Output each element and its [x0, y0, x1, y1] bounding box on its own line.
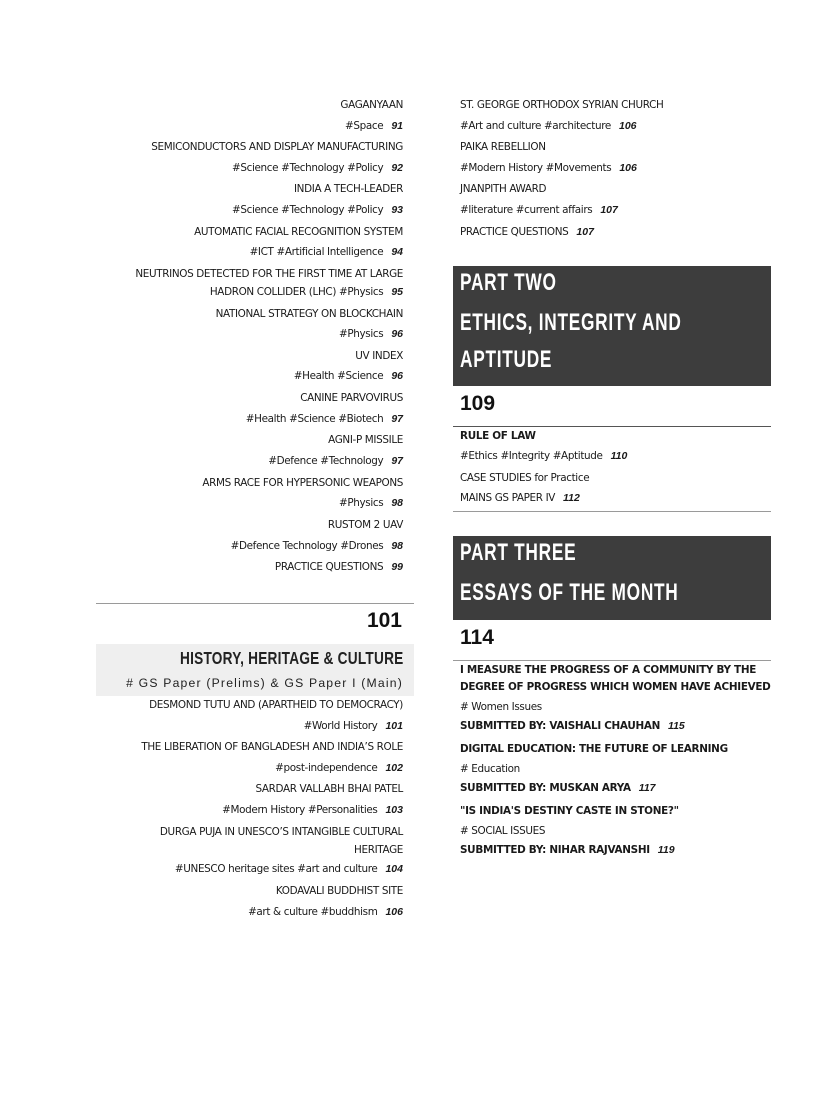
page-number[interactable]: 94 [391, 246, 403, 258]
section-title: HISTORY, HERITAGE & CULTURE [179, 648, 403, 668]
essay-author: SUBMITTED BY: MUSKAN ARYA 117 [460, 782, 656, 794]
toc-entry-title[interactable]: PRACTICE QUESTIONS 107 [460, 226, 594, 238]
essay-author: SUBMITTED BY: NIHAR RAJVANSHI 119 [460, 844, 675, 856]
page-number[interactable]: 103 [385, 804, 403, 816]
toc-entry-tags: #Modern History #Movements 106 [460, 162, 637, 174]
toc-entry-tags: #literature #current affairs 107 [460, 204, 618, 216]
toc-entry-title-cont[interactable]: HERITAGE [354, 844, 403, 856]
essay-title-cont[interactable]: DEGREE OF PROGRESS WHICH WOMEN HAVE ACHIEVED [460, 681, 771, 693]
toc-entry-tags: #Health #Science #Biotech 97 [245, 413, 403, 425]
page-number[interactable]: 92 [391, 162, 403, 174]
page-number[interactable]: 117 [638, 782, 656, 794]
essay-title[interactable]: I MEASURE THE PROGRESS OF A COMMUNITY BY THE [460, 664, 757, 676]
toc-entry-tags: MAINS GS PAPER IV 112 [460, 492, 580, 504]
page-number[interactable]: 115 [668, 720, 685, 732]
toc-entry-title[interactable]: GAGANYAAN [340, 99, 403, 111]
toc-entry-title[interactable]: THE LIBERATION OF BANGLADESH AND INDIA’S ROLE [141, 741, 403, 753]
toc-entry-title[interactable]: RUSTOM 2 UAV [327, 519, 403, 531]
page-number[interactable]: 104 [385, 863, 403, 875]
essay-tag: # Education [460, 763, 520, 775]
part-label: PART TWO [460, 269, 557, 296]
essay-author: SUBMITTED BY: VAISHALI CHAUHAN 115 [460, 720, 685, 732]
page-number[interactable]: 106 [618, 120, 637, 132]
page-number[interactable]: 93 [391, 204, 403, 216]
page-number[interactable]: 96 [391, 328, 403, 340]
part-title: ETHICS, INTEGRITY AND [460, 309, 682, 336]
essay-title[interactable]: DIGITAL EDUCATION: THE FUTURE OF LEARNING [460, 743, 728, 755]
toc-entry-title[interactable]: PRACTICE QUESTIONS 99 [274, 561, 403, 573]
toc-entry-tags: HADRON COLLIDER (LHC) #Physics 95 [209, 286, 403, 298]
toc-entry-title[interactable]: SEMICONDUCTORS AND DISPLAY MANUFACTURING [151, 141, 403, 153]
toc-entry-tags: #Science #Technology #Policy 93 [232, 204, 403, 216]
section-divider [96, 603, 414, 604]
toc-entry-tags: #Art and culture #architecture 106 [460, 120, 637, 132]
page-number[interactable]: 106 [385, 906, 403, 918]
page-number[interactable]: 106 [619, 162, 637, 174]
page-number[interactable]: 98 [391, 497, 403, 509]
part-title-cont: APTITUDE [460, 346, 553, 373]
toc-entry-title[interactable]: INDIA A TECH-LEADER [293, 183, 403, 195]
page-number[interactable]: 97 [391, 455, 403, 467]
page-number[interactable]: 107 [576, 226, 594, 238]
part-page-number: 109 [460, 392, 496, 415]
toc-entry-tags: #Defence Technology #Drones 98 [230, 540, 403, 552]
section-divider [453, 426, 771, 427]
toc-entry-title[interactable]: NEUTRINOS DETECTED FOR THE FIRST TIME AT LARGE [135, 268, 403, 280]
essay-tag: # SOCIAL ISSUES [460, 825, 546, 837]
toc-entry-tags: #Ethics #Integrity #Aptitude 110 [460, 450, 628, 462]
toc-entry-title[interactable]: CANINE PARVOVIRUS [300, 392, 403, 404]
toc-entry-tags: #Physics 98 [338, 497, 403, 509]
toc-entry-title[interactable]: RULE OF LAW [460, 430, 536, 442]
toc-entry-tags: #Space 91 [345, 120, 403, 132]
part-page-number: 114 [460, 626, 494, 649]
essay-tag: # Women Issues [460, 701, 542, 713]
essay-title[interactable]: "IS INDIA'S DESTINY CASTE IN STONE?" [460, 805, 679, 817]
toc-entry-title[interactable]: SARDAR VALLABH BHAI PATEL [255, 783, 403, 795]
page-number[interactable]: 95 [391, 286, 403, 298]
page-number[interactable]: 112 [563, 492, 580, 504]
section-header-band [96, 644, 414, 696]
page-number[interactable]: 102 [385, 762, 403, 774]
toc-entry-tags: #Science #Technology #Policy 92 [232, 162, 403, 174]
part-two-header [453, 266, 771, 386]
page-number[interactable]: 107 [600, 204, 618, 216]
toc-entry-tags: #Defence #Technology 97 [268, 455, 403, 467]
part-three-header [453, 536, 771, 620]
page-number[interactable]: 91 [391, 120, 403, 132]
page-number[interactable]: 97 [391, 413, 403, 425]
toc-entry-title[interactable]: DURGA PUJA IN UNESCO’S INTANGIBLE CULTURAL [159, 826, 403, 838]
page-number[interactable]: 101 [385, 720, 403, 732]
section-divider [453, 660, 771, 661]
toc-entry-tags: #post-independence 102 [275, 762, 403, 774]
toc-entry-title[interactable]: AGNI-P MISSILE [328, 434, 403, 446]
page-number[interactable]: 96 [391, 370, 403, 382]
toc-entry-title[interactable]: JNANPITH AWARD [460, 183, 547, 195]
toc-entry-tags: #ICT #Artificial Intelligence 94 [249, 246, 403, 258]
toc-entry-title[interactable]: CASE STUDIES for Practice [460, 472, 590, 484]
toc-entry-title[interactable]: UV INDEX [355, 350, 403, 362]
toc-entry-tags: #art & culture #buddhism 106 [248, 906, 403, 918]
toc-entry-tags: #Health #Science 96 [293, 370, 403, 382]
toc-entry-title[interactable]: ST. GEORGE ORTHODOX SYRIAN CHURCH [460, 99, 664, 111]
toc-entry-tags: #Physics 96 [338, 328, 403, 340]
section-subtitle: # GS Paper (Prelims) & GS Paper I (Main) [126, 676, 403, 690]
toc-entry-tags: #Modern History #Personalities 103 [222, 804, 403, 816]
page-number[interactable]: 99 [391, 561, 403, 573]
toc-entry-title[interactable]: AUTOMATIC FACIAL RECOGNITION SYSTEM [194, 226, 403, 238]
section-page-number: 101 [366, 609, 402, 632]
toc-entry-title[interactable]: PAIKA REBELLION [460, 141, 546, 153]
toc-entry-tags: #World History 101 [303, 720, 403, 732]
toc-entry-tags: #UNESCO heritage sites #art and culture 104 [174, 863, 403, 875]
toc-entry-title[interactable]: ARMS RACE FOR HYPERSONIC WEAPONS [202, 477, 403, 489]
page-number[interactable]: 98 [391, 540, 403, 552]
section-divider [453, 511, 771, 512]
part-title: ESSAYS OF THE MONTH [460, 579, 679, 606]
page-number[interactable]: 110 [610, 450, 628, 462]
toc-entry-title[interactable]: KODAVALI BUDDHIST SITE [275, 885, 403, 897]
page-number[interactable]: 119 [657, 844, 675, 856]
toc-entry-title[interactable]: DESMOND TUTU AND (APARTHEID TO DEMOCRACY) [149, 699, 403, 711]
toc-entry-title[interactable]: NATIONAL STRATEGY ON BLOCKCHAIN [215, 308, 403, 320]
part-label: PART THREE [460, 539, 577, 566]
